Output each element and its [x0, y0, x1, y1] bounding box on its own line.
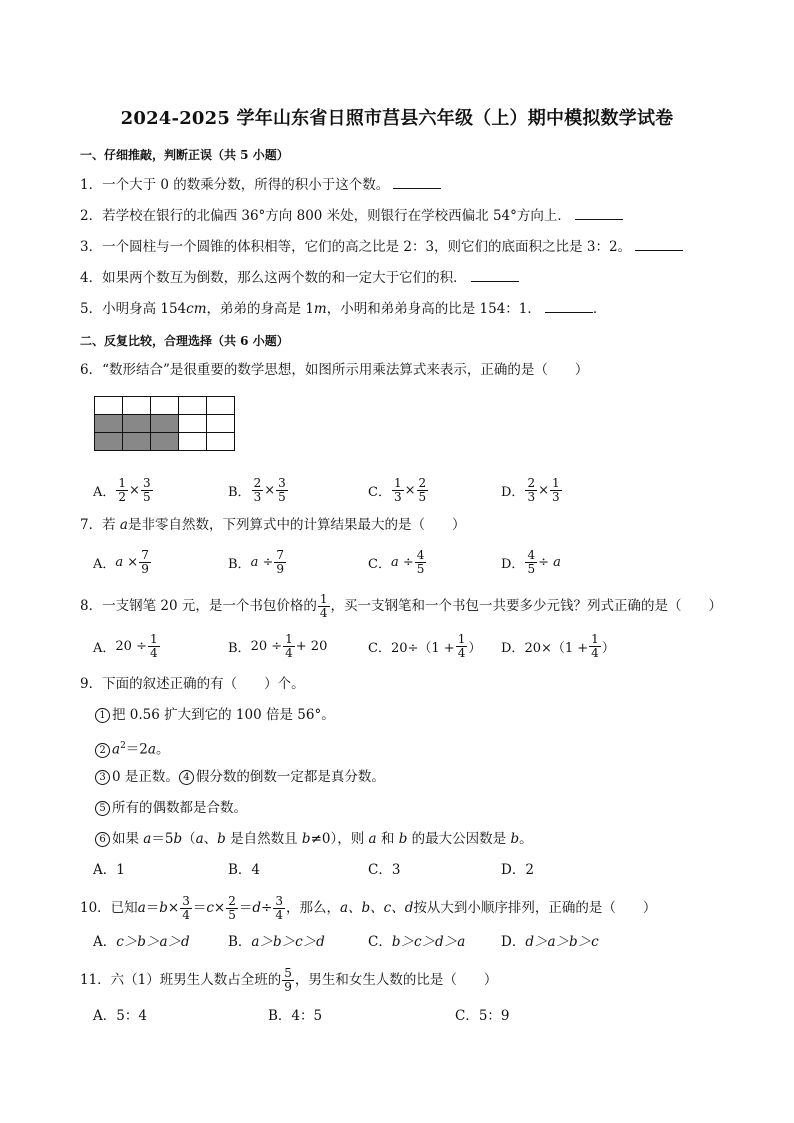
question-9-stem: 9．下面的叙述正确的有（ ）个。 [80, 676, 305, 692]
grid-cell [207, 397, 235, 415]
q5-text-b: ，弟弟的身高是 1 [206, 301, 314, 317]
fraction: $\frac{1}{4}$ [457, 631, 466, 660]
fraction: $\frac{2}{5}$ [228, 893, 236, 922]
fraction: $\frac{1}{4}$ [285, 631, 293, 660]
question-3-text: 3．一个圆柱与一个圆锥的体积相等，它们的高之比是 2：3，则它们的底面积之比是 3：2。 [80, 239, 632, 255]
question-8-stem: 8．一支钢笔 20 元，是一个书包价格的 $\frac{1}{4}$ ，买一支钢笔和一个书包一共要多少元钱？列式正确的是（ ） [80, 591, 722, 620]
grid-cell-shaded [151, 415, 179, 433]
question-7-stem: 7．若 a是非零自然数，下列算式中的计算结果最大的是（ ） [80, 517, 466, 533]
q8-option-c[interactable]: C． 20÷（1 + $\frac{1}{4}$ ） [368, 631, 482, 660]
q5-text-c: ，小明和弟弟身高的比是 154：1． [326, 301, 541, 317]
q9-statement-3-4: 3 0 是正数。 4 假分数的倒数一定都是真分数。 [95, 767, 385, 787]
q6-option-d[interactable] [501, 470, 563, 510]
fraction: $\frac{1}{2}$ [118, 475, 127, 504]
q6-option-b[interactable] [228, 470, 289, 510]
grid-cell-shaded [123, 415, 151, 433]
q10-option-b[interactable]: B．a＞b＞c＞d [228, 934, 325, 950]
fraction: $\frac{1}{3}$ [393, 475, 402, 504]
fraction: $\frac{4}{5}$ [527, 547, 536, 576]
option-label: D． [501, 484, 525, 500]
fraction: $\frac{1}{4}$ [319, 591, 328, 620]
grid-cell [179, 415, 207, 433]
fraction: $\frac{1}{3}$ [551, 475, 560, 504]
q7-option-b[interactable]: B． a ÷ $\frac{7}{9}$ [228, 547, 285, 576]
fraction: $\frac{5}{9}$ [284, 965, 292, 994]
grid-cell [123, 397, 151, 415]
question-2 [80, 205, 623, 226]
answer-blank[interactable] [545, 298, 593, 313]
q9-statement-5: 5 所有的偶数都是合数。 [95, 798, 247, 818]
question-11-stem: 11．六（1）班男生人数占全班的 $\frac{5}{9}$ ，男生和女生人数的比是（ ） [80, 965, 498, 994]
grid-cell-shaded [151, 433, 179, 451]
answer-blank[interactable] [635, 236, 683, 251]
answer-blank[interactable] [393, 174, 441, 189]
q8-option-b[interactable]: B． 20 ÷ $\frac{1}{4}$ + 20 [228, 631, 328, 660]
q9-option-d[interactable]: D．2 [501, 862, 534, 878]
q11-option-c[interactable]: C．5：9 [455, 1008, 510, 1024]
q9-statement-2: 2 $a^2=2a$。 [95, 736, 169, 760]
q11-option-b[interactable]: B．4：5 [268, 1008, 323, 1024]
fraction: $\frac{4}{5}$ [416, 547, 425, 576]
grid-cell-shaded [95, 415, 123, 433]
q7-option-a[interactable]: A． a × $\frac{7}{9}$ [93, 547, 149, 576]
q10-option-a[interactable]: A．c＞b＞a＞d [93, 934, 190, 950]
fraction: $\frac{3}{5}$ [278, 475, 286, 504]
q9-statement-6: 6 如果 a＝5b（a、b 是自然数且 b≠0），则 a 和 b 的最大公因数是 b。 [95, 829, 533, 849]
grid-cell [179, 397, 207, 415]
q5-text-a: 5．小明身高 154 [80, 301, 187, 317]
q9-option-a[interactable]: A．1 [93, 862, 125, 878]
fraction: $\frac{7}{9}$ [141, 547, 149, 576]
option-label: B． [228, 484, 251, 500]
fraction: $\frac{2}{3}$ [253, 475, 262, 504]
grid-cell [151, 397, 179, 415]
q6-grid-figure [94, 396, 235, 451]
question-5 [80, 298, 606, 319]
section-heading-judgement: 一、仔细推敲，判断正误（共 5 小题） [80, 148, 289, 162]
fraction: $\frac{2}{5}$ [418, 475, 427, 504]
q6-option-a[interactable] [93, 470, 154, 510]
question-4-text: 4．如果两个数互为倒数，那么这两个数的和一定大于它们的积． [80, 270, 467, 286]
q7-option-c[interactable]: C． a ÷ $\frac{4}{5}$ [368, 547, 425, 576]
q10-option-d[interactable]: D．d＞a＞b＞c [501, 934, 599, 950]
q8-option-a[interactable]: A． 20 ÷ $\frac{1}{4}$ [93, 631, 158, 660]
fraction: $\frac{3}{4}$ [182, 893, 190, 922]
q11-option-a[interactable]: A．5：4 [93, 1008, 147, 1024]
q6-option-c[interactable] [368, 470, 429, 510]
operator: × [129, 482, 140, 498]
page-title: 2024-2025 学年山东省日照市莒县六年级（上）期中模拟数学试卷 [120, 108, 674, 129]
q9-statement-1: 1 把 0.56 扩大到它的 100 倍是 56°。 [95, 705, 335, 725]
operator: × [264, 482, 276, 498]
option-label: A． [93, 484, 116, 500]
question-10-stem: 10．已知 a ＝ b × $\frac{3}{4}$ ＝ c × $\frac{2}{5}$ ＝ d ÷ $\frac{3}{4}$ ，那么， a、b、c、d 按从大到小顺序排列，正确的是（ ） [80, 893, 657, 922]
question-2-text: 2．若学校在银行的北偏西 36°方向 800 米处，则银行在学校西偏北 54°方向上． [80, 208, 571, 224]
question-3 [80, 236, 683, 257]
section-heading-choice: 二、反复比较，合理选择（共 6 小题） [80, 334, 289, 348]
operator: × [538, 482, 549, 498]
grid-cell [179, 433, 207, 451]
question-6-stem: 6．“数形结合”是很重要的数学思想，如图所示用乘法算式来表示，正确的是（ ） [80, 362, 589, 378]
fraction: $\frac{3}{5}$ [142, 475, 151, 504]
q8-option-d[interactable]: D． 20×（1 + $\frac{1}{4}$ ） [501, 631, 615, 660]
grid-cell-shaded [123, 433, 151, 451]
answer-blank[interactable] [471, 267, 519, 282]
grid-cell [95, 397, 123, 415]
fraction: $\frac{3}{4}$ [275, 893, 283, 922]
fraction: $\frac{1}{4}$ [149, 631, 158, 660]
option-label: C． [368, 484, 391, 500]
grid-cell [207, 433, 235, 451]
q10-option-c[interactable]: C．b＞c＞d＞a [368, 934, 466, 950]
question-1 [80, 174, 441, 195]
fraction: $\frac{2}{3}$ [527, 475, 536, 504]
q5-unit-m: m [313, 301, 327, 317]
q7-option-d[interactable]: D． $\frac{4}{5}$ ÷ a [501, 547, 561, 576]
q9-option-b[interactable]: B．4 [228, 862, 261, 878]
fraction: $\frac{1}{4}$ [591, 631, 599, 660]
answer-blank[interactable] [575, 205, 623, 220]
q5-end: ． [592, 301, 607, 317]
q9-option-c[interactable]: C．3 [368, 862, 401, 878]
grid-cell-shaded [95, 433, 123, 451]
question-1-text: 1．一个大于 0 的数乘分数，所得的积小于这个数。 [80, 177, 390, 193]
q5-unit-cm: cm [186, 301, 207, 317]
grid-cell [207, 415, 235, 433]
operator: × [404, 482, 416, 498]
fraction: $\frac{7}{9}$ [276, 547, 285, 576]
question-4 [80, 267, 519, 288]
